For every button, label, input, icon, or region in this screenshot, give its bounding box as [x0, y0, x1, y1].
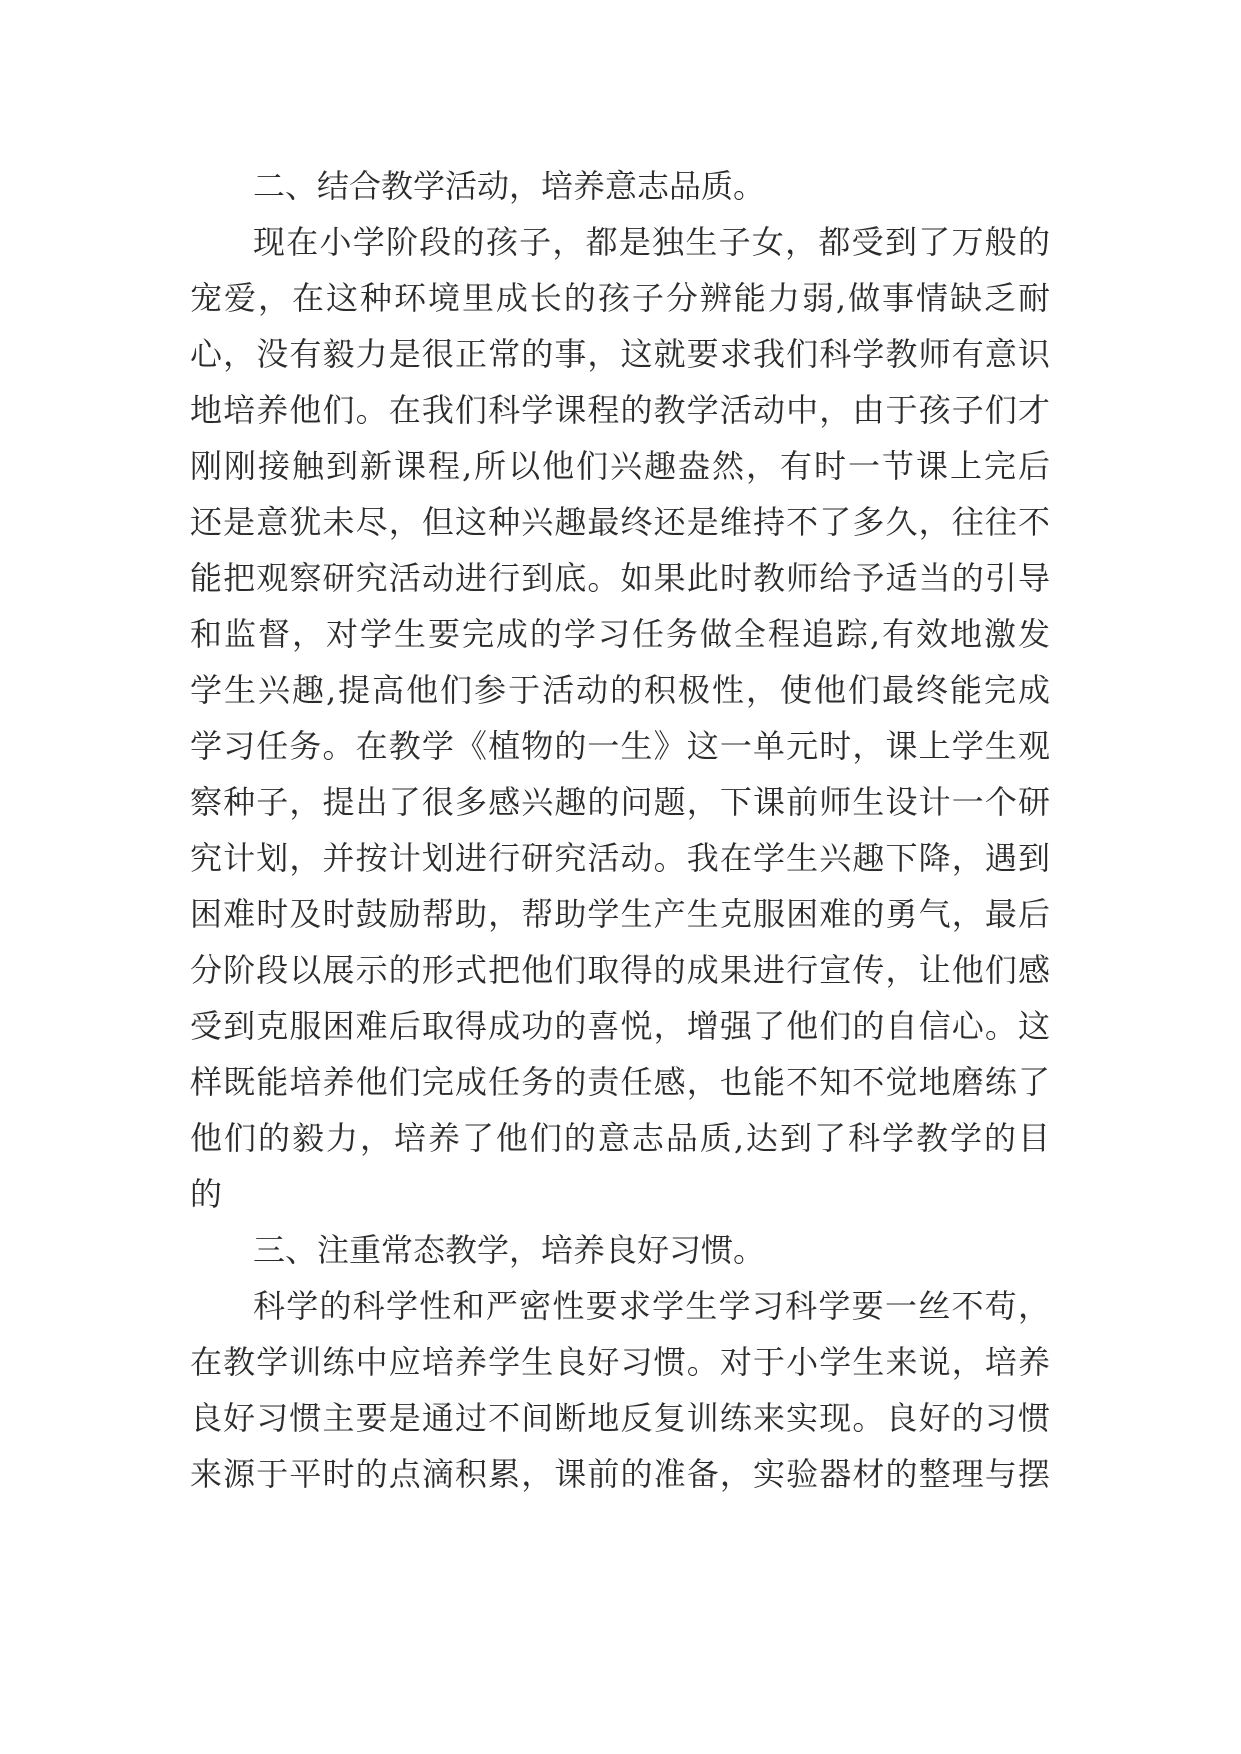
paragraph-line: 地培养他们。在我们科学课程的教学活动中，由于孩子们才: [190, 391, 1050, 429]
paragraph-line: 科学的科学性和严密性要求学生学习科学要一丝不苟，: [253, 1287, 1050, 1325]
paragraph-line: 宠爱，在这种环境里成长的孩子分辨能力弱,做事情缺乏耐: [190, 279, 1050, 317]
paragraph-line: 学生兴趣,提高他们参于活动的积极性，使他们最终能完成: [190, 671, 1050, 709]
paragraph-line: 分阶段以展示的形式把他们取得的成果进行宣传，让他们感: [190, 951, 1050, 989]
paragraph-line: 现在小学阶段的孩子，都是独生子女，都受到了万般的: [253, 223, 1050, 261]
paragraph-line: 困难时及时鼓励帮助，帮助学生产生克服困难的勇气，最后: [190, 895, 1050, 933]
paragraph-line: 的: [190, 1175, 223, 1213]
paragraph-line: 在教学训练中应培养学生良好习惯。对于小学生来说，培养: [190, 1343, 1050, 1381]
paragraph-line: 他们的毅力，培养了他们的意志品质,达到了科学教学的目: [190, 1119, 1050, 1157]
paragraph-line: 察种子，提出了很多感兴趣的问题，下课前师生设计一个研: [190, 783, 1050, 821]
paragraph-line: 学习任务。在教学《植物的一生》这一单元时，课上学生观: [190, 727, 1050, 765]
paragraph-line: 还是意犹未尽，但这种兴趣最终还是维持不了多久，往往不: [190, 503, 1050, 541]
section-heading-3: 三、注重常态教学，培养良好习惯。: [253, 1231, 766, 1269]
paragraph-line: 究计划，并按计划进行研究活动。我在学生兴趣下降，遇到: [190, 839, 1050, 877]
paragraph-line: 受到克服困难后取得成功的喜悦，增强了他们的自信心。这: [190, 1007, 1050, 1045]
paragraph-line: 能把观察研究活动进行到底。如果此时教师给予适当的引导: [190, 559, 1050, 597]
paragraph-line: 心，没有毅力是很正常的事，这就要求我们科学教师有意识: [190, 335, 1050, 373]
paragraph-line: 刚刚接触到新课程,所以他们兴趣盎然，有时一节课上完后: [190, 447, 1050, 485]
section-heading-2: 二、结合教学活动，培养意志品质。: [253, 167, 766, 205]
paragraph-line: 来源于平时的点滴积累，课前的准备，实验器材的整理与摆: [190, 1455, 1050, 1493]
paragraph-line: 良好习惯主要是通过不间断地反复训练来实现。良好的习惯: [190, 1399, 1050, 1437]
paragraph-line: 和监督，对学生要完成的学习任务做全程追踪,有效地激发: [190, 615, 1050, 653]
paragraph-line: 样既能培养他们完成任务的责任感，也能不知不觉地磨练了: [190, 1063, 1050, 1101]
